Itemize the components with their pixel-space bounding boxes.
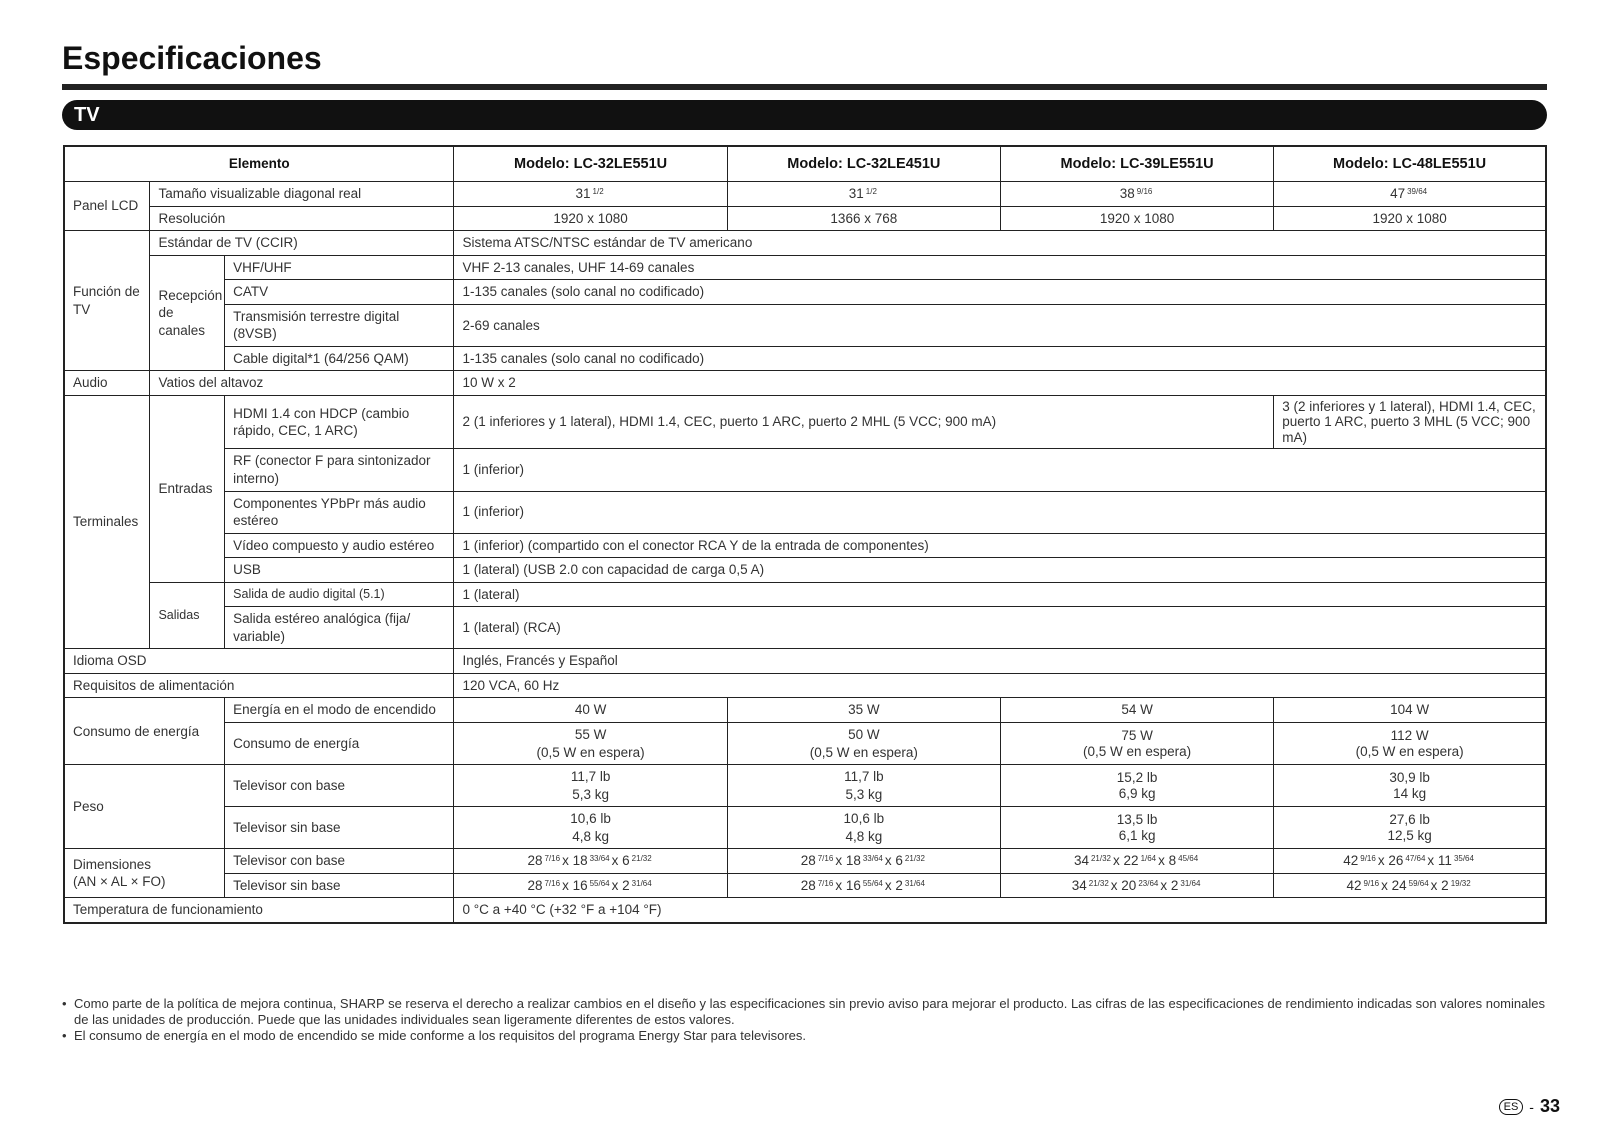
page-number: 33 (1539, 1096, 1560, 1116)
weight-label: Peso (64, 765, 225, 849)
table-row (64, 807, 1546, 849)
table-row (64, 346, 1546, 371)
reception-label: Recepción de canales (150, 255, 225, 371)
vhf-value: VHF 2-13 canales, UHF 14-69 canales (454, 255, 1546, 280)
header-model-4: Modelo: LC-48LE551U (1274, 146, 1546, 182)
dim-value: 28 $^{7/16}$ x 16 $^{55/64}$ x 2 $^{31/64}$ (454, 873, 727, 898)
on-mode-value: 54 W (1000, 698, 1273, 723)
table-row (64, 395, 1546, 449)
resolution-value: 1366 x 768 (727, 206, 1000, 231)
dim-with-stand-label: Televisor con base (225, 849, 454, 874)
weight-value: 27,6 lb 12,5 kg (1274, 807, 1546, 849)
weight-value: 10,6 lb 4,8 kg (454, 807, 727, 849)
terminals-label: Terminales (64, 395, 150, 648)
weight-value: 11,7 lb 5,3 kg (454, 765, 727, 807)
temperature-label: Temperatura de funcionamiento (64, 898, 454, 923)
tv-standard-label: Estándar de TV (CCIR) (150, 231, 454, 256)
osd-value: Inglés, Francés y Español (454, 649, 1546, 674)
consumption-value: 112 W (0,5 W en espera) (1274, 723, 1546, 765)
language-badge: ES (1499, 1099, 1524, 1115)
page-footer (1499, 1096, 1560, 1117)
digital-cable-value: 1-135 canales (solo canal no codificado) (454, 346, 1546, 371)
inputs-label: Entradas (150, 395, 225, 582)
table-row (64, 304, 1546, 346)
table-row (64, 449, 1546, 491)
footnotes (62, 996, 1552, 1044)
component-value: 1 (inferior) (454, 491, 1546, 533)
table-row (64, 723, 1546, 765)
analog-audio-out-value: 1 (lateral) (RCA) (454, 607, 1546, 649)
on-mode-value: 40 W (454, 698, 727, 723)
vhf-label: VHF/UHF (225, 255, 454, 280)
table-row (64, 673, 1546, 698)
header-item: Elemento (64, 146, 454, 182)
dim-value: 34 $^{21/32}$ x 20 $^{23/64}$ x 2 $^{31/64}$ (1000, 873, 1273, 898)
page-title: Especificaciones (62, 40, 322, 76)
tv-function-label: Función de TV (64, 231, 150, 371)
weight-value: 10,6 lb 4,8 kg (727, 807, 1000, 849)
table-row (64, 280, 1546, 305)
dim-value: 42 $^{9/16}$ x 26 $^{47/64}$ x 11 $^{35/64}$ (1274, 849, 1546, 874)
resolution-label: Resolución (150, 206, 454, 231)
osd-label: Idioma OSD (64, 649, 454, 674)
consumption-value: 75 W (0,5 W en espera) (1000, 723, 1273, 765)
table-row (64, 558, 1546, 583)
consumption-value: 50 W (0,5 W en espera) (727, 723, 1000, 765)
dim-value: 34 $^{21/32}$ x 22 $^{1/64}$ x 8 $^{45/64}$ (1000, 849, 1273, 874)
consumption-sub-label: Consumo de energía (225, 723, 454, 765)
audio-label: Audio (64, 371, 150, 396)
size-value: 31 $^{1/2}$ (727, 182, 1000, 207)
section-header-tv: TV (62, 100, 1547, 130)
table-row (64, 698, 1546, 723)
digital-cable-label: Cable digital*1 (64/256 QAM) (225, 346, 454, 371)
digital-audio-out-value: 1 (lateral) (454, 582, 1546, 607)
digital-audio-out-label: Salida de audio digital (5.1) (225, 582, 454, 607)
header-model-1: Modelo: LC-32LE551U (454, 146, 727, 182)
power-value: 120 VCA, 60 Hz (454, 673, 1546, 698)
header-model-2: Modelo: LC-32LE451U (727, 146, 1000, 182)
table-row (64, 898, 1546, 923)
page-separator: - (1529, 1098, 1534, 1115)
table-row (64, 206, 1546, 231)
tv-standard-value: Sistema ATSC/NTSC estándar de TV americano (454, 231, 1546, 256)
outputs-label: Salidas (150, 582, 225, 649)
table-row (64, 649, 1546, 674)
table-row (64, 607, 1546, 649)
size-value: 31 $^{1/2}$ (454, 182, 727, 207)
hdmi-value: 2 (1 inferiores y 1 lateral), HDMI 1.4, CEC, puerto 1 ARC, puerto 2 MHL (5 VCC; 900 mA) (454, 395, 1274, 449)
resolution-value: 1920 x 1080 (454, 206, 727, 231)
title-rule (62, 84, 1547, 90)
on-mode-value: 35 W (727, 698, 1000, 723)
resolution-value: 1920 x 1080 (1000, 206, 1273, 231)
on-mode-label: Energía en el modo de encendido (225, 698, 454, 723)
component-label: Componentes YPbPr más audio estéreo (225, 491, 454, 533)
usb-value: 1 (lateral) (USB 2.0 con capacidad de carga 0,5 A) (454, 558, 1546, 583)
table-row (64, 765, 1546, 807)
table-row (64, 182, 1546, 207)
usb-label: USB (225, 558, 454, 583)
composite-video-value: 1 (inferior) (compartido con el conector RCA Y de la entrada de componentes) (454, 533, 1546, 558)
table-row (64, 849, 1546, 874)
size-label: Tamaño visualizable diagonal real (150, 182, 454, 207)
weight-value: 13,5 lb 6,1 kg (1000, 807, 1273, 849)
footnote: • El consumo de energía en el modo de encendido se mide conforme a los requisitos del programa Energy Star para televisores. (62, 1028, 1552, 1044)
table-row (64, 371, 1546, 396)
consumption-value: 55 W (0,5 W en espera) (454, 723, 727, 765)
table-row (64, 533, 1546, 558)
analog-audio-out-label: Salida estéreo analógica (fija/ variable) (225, 607, 454, 649)
power-label: Requisitos de alimentación (64, 673, 454, 698)
speaker-watts-label: Vatios del altavoz (150, 371, 454, 396)
hdmi-value-48: 3 (2 inferiores y 1 lateral), HDMI 1.4, CEC, puerto 1 ARC, puerto 3 MHL (5 VCC; 900 mA) (1274, 395, 1546, 449)
dim-value: 28 $^{7/16}$ x 18 $^{33/64}$ x 6 $^{21/32}$ (454, 849, 727, 874)
weight-value: 15,2 lb 6,9 kg (1000, 765, 1273, 807)
on-mode-value: 104 W (1274, 698, 1546, 723)
weight-without-stand-label: Televisor sin base (225, 807, 454, 849)
dim-without-stand-label: Televisor sin base (225, 873, 454, 898)
speaker-watts-value: 10 W x 2 (454, 371, 1546, 396)
table-row (64, 255, 1546, 280)
weight-value: 30,9 lb 14 kg (1274, 765, 1546, 807)
table-row (64, 582, 1546, 607)
dimensions-label: Dimensiones (AN × AL × FO) (64, 849, 225, 898)
weight-value: 11,7 lb 5,3 kg (727, 765, 1000, 807)
dim-value: 28 $^{7/16}$ x 18 $^{33/64}$ x 6 $^{21/32}$ (727, 849, 1000, 874)
consumption-label: Consumo de energía (64, 698, 225, 765)
weight-with-stand-label: Televisor con base (225, 765, 454, 807)
header-model-3: Modelo: LC-39LE551U (1000, 146, 1273, 182)
catv-label: CATV (225, 280, 454, 305)
resolution-value: 1920 x 1080 (1274, 206, 1546, 231)
dim-value: 42 $^{9/16}$ x 24 $^{59/64}$ x 2 $^{19/32}$ (1274, 873, 1546, 898)
table-row (64, 873, 1546, 898)
panel-label: Panel LCD (64, 182, 150, 231)
temperature-value: 0 °C a +40 °C (+32 °F a +104 °F) (454, 898, 1546, 923)
dim-value: 28 $^{7/16}$ x 16 $^{55/64}$ x 2 $^{31/64}$ (727, 873, 1000, 898)
size-value: 47 $^{39/64}$ (1274, 182, 1546, 207)
composite-video-label: Vídeo compuesto y audio estéreo (225, 533, 454, 558)
dtt-label: Transmisión terrestre digital (8VSB) (225, 304, 454, 346)
table-row (64, 231, 1546, 256)
hdmi-label: HDMI 1.4 con HDCP (cambio rápido, CEC, 1 ARC) (225, 395, 454, 449)
dtt-value: 2-69 canales (454, 304, 1546, 346)
table-header-row (64, 146, 1546, 182)
catv-value: 1-135 canales (solo canal no codificado) (454, 280, 1546, 305)
rf-label: RF (conector F para sintonizador interno) (225, 449, 454, 491)
specifications-table (63, 145, 1547, 924)
footnote: • Como parte de la política de mejora continua, SHARP se reserva el derecho a realizar cambios en el diseño y las especificaciones sin previo aviso para mejorar el producto. Las cifras de las especificaciones de rendimiento indicadas son valores nominales de las unidades de producción. Puede que las unidades individuales sean ligeramente diferentes de estos valores. (62, 996, 1552, 1028)
table-row (64, 491, 1546, 533)
rf-value: 1 (inferior) (454, 449, 1546, 491)
size-value: 38 $^{9/16}$ (1000, 182, 1273, 207)
